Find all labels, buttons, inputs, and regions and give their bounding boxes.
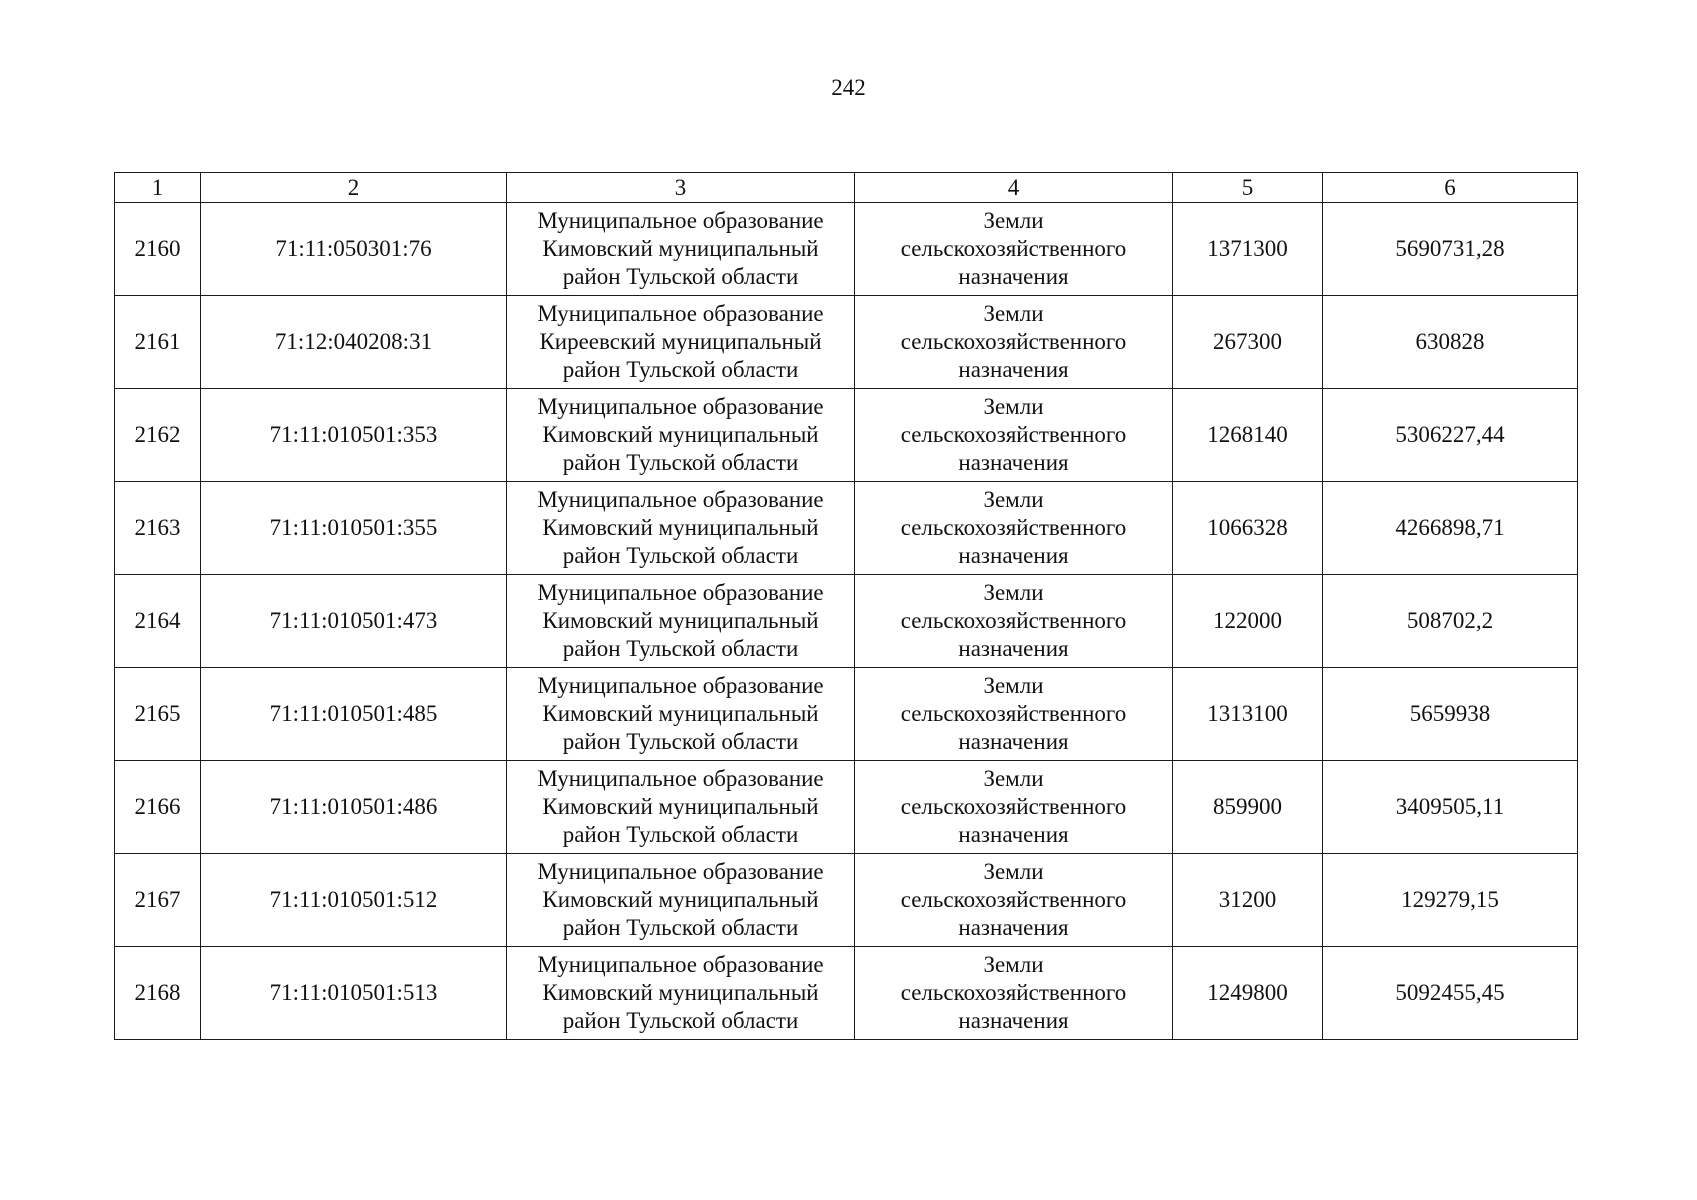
cadastral-value-cell: 3409505,11	[1323, 761, 1578, 854]
table-row	[115, 575, 1578, 668]
land-category-cell-line: Земли	[983, 487, 1044, 512]
owner-cell	[507, 854, 855, 947]
land-category-cell	[855, 761, 1173, 854]
owner-cell	[507, 296, 855, 389]
column-header: 3	[507, 173, 855, 203]
land-category-cell-line: Земли	[983, 673, 1044, 698]
cadastral-value-cell: 5306227,44	[1323, 389, 1578, 482]
row-number-cell: 2164	[115, 575, 201, 668]
land-category-cell-line: Земли	[983, 301, 1044, 326]
owner-cell-line: Кимовский муниципальный	[542, 887, 819, 912]
column-header: 5	[1173, 173, 1323, 203]
owner-cell	[507, 575, 855, 668]
land-category-cell	[855, 854, 1173, 947]
owner-cell-line: район Тульской области	[562, 822, 799, 847]
area-cell: 1249800	[1173, 947, 1323, 1040]
row-number-cell: 2168	[115, 947, 201, 1040]
owner-cell-line: Муниципальное образование	[537, 394, 824, 419]
land-category-cell-line: сельскохозяйственного	[900, 422, 1127, 447]
column-header: 4	[855, 173, 1173, 203]
table-row	[115, 947, 1578, 1040]
owner-cell-line: Муниципальное образование	[537, 952, 824, 977]
cadastral-number-cell: 71:11:010501:513	[201, 947, 507, 1040]
row-number-cell: 2162	[115, 389, 201, 482]
owner-cell-line: Киреевский муниципальный	[539, 329, 822, 354]
table-row	[115, 203, 1578, 296]
row-number-cell: 2166	[115, 761, 201, 854]
land-category-cell-line: сельскохозяйственного	[900, 329, 1127, 354]
owner-cell	[507, 761, 855, 854]
land-category-cell-line: Земли	[983, 952, 1044, 977]
area-cell: 1066328	[1173, 482, 1323, 575]
owner-cell-line: Кимовский муниципальный	[542, 794, 819, 819]
row-number-cell: 2165	[115, 668, 201, 761]
land-category-cell	[855, 482, 1173, 575]
land-category-cell-line: Земли	[983, 766, 1044, 791]
area-cell: 1313100	[1173, 668, 1323, 761]
cadastral-number-cell: 71:11:010501:512	[201, 854, 507, 947]
land-category-cell-line: сельскохозяйственного	[900, 794, 1127, 819]
cadastral-value-cell: 5092455,45	[1323, 947, 1578, 1040]
area-cell: 859900	[1173, 761, 1323, 854]
column-header: 6	[1323, 173, 1578, 203]
cadastral-number-cell: 71:11:010501:485	[201, 668, 507, 761]
cadastral-number-cell: 71:11:010501:355	[201, 482, 507, 575]
owner-cell-line: район Тульской области	[562, 636, 799, 661]
land-plots-table	[114, 172, 1578, 1040]
cadastral-value-cell: 508702,2	[1323, 575, 1578, 668]
land-category-cell-line: сельскохозяйственного	[900, 887, 1127, 912]
cadastral-number-cell: 71:11:010501:486	[201, 761, 507, 854]
cadastral-value-cell: 630828	[1323, 296, 1578, 389]
cadastral-value-cell: 5659938	[1323, 668, 1578, 761]
cadastral-number-cell: 71:12:040208:31	[201, 296, 507, 389]
land-category-cell-line: назначения	[958, 264, 1069, 289]
row-number-cell: 2167	[115, 854, 201, 947]
land-category-cell	[855, 296, 1173, 389]
table-row	[115, 296, 1578, 389]
table-row	[115, 854, 1578, 947]
land-category-cell	[855, 947, 1173, 1040]
land-category-cell-line: сельскохозяйственного	[900, 608, 1127, 633]
area-cell: 1371300	[1173, 203, 1323, 296]
land-category-cell-line: Земли	[983, 394, 1044, 419]
land-category-cell-line: назначения	[958, 729, 1069, 754]
land-category-cell-line: назначения	[958, 915, 1069, 940]
cadastral-number-cell: 71:11:010501:473	[201, 575, 507, 668]
owner-cell-line: район Тульской области	[562, 915, 799, 940]
table-header-row	[115, 173, 1578, 203]
land-category-cell-line: сельскохозяйственного	[900, 236, 1127, 261]
table-row	[115, 761, 1578, 854]
column-header: 2	[201, 173, 507, 203]
table-row	[115, 389, 1578, 482]
owner-cell-line: Кимовский муниципальный	[542, 608, 819, 633]
owner-cell-line: район Тульской области	[562, 729, 799, 754]
land-category-cell-line: назначения	[958, 450, 1069, 475]
owner-cell-line: Муниципальное образование	[537, 766, 824, 791]
column-header: 1	[115, 173, 201, 203]
owner-cell-line: Муниципальное образование	[537, 208, 824, 233]
owner-cell-line: Кимовский муниципальный	[542, 236, 819, 261]
owner-cell-line: район Тульской области	[562, 264, 799, 289]
owner-cell	[507, 947, 855, 1040]
land-category-cell-line: назначения	[958, 357, 1069, 382]
cadastral-value-cell: 4266898,71	[1323, 482, 1578, 575]
owner-cell-line: Кимовский муниципальный	[542, 515, 819, 540]
owner-cell-line: Муниципальное образование	[537, 673, 824, 698]
land-category-cell-line: назначения	[958, 822, 1069, 847]
owner-cell	[507, 389, 855, 482]
owner-cell-line: Муниципальное образование	[537, 580, 824, 605]
owner-cell	[507, 482, 855, 575]
land-category-cell	[855, 389, 1173, 482]
owner-cell-line: район Тульской области	[562, 1008, 799, 1033]
land-category-cell-line: Земли	[983, 859, 1044, 884]
cadastral-value-cell: 5690731,28	[1323, 203, 1578, 296]
page-number: 242	[831, 75, 866, 100]
owner-cell	[507, 668, 855, 761]
land-category-cell-line: назначения	[958, 543, 1069, 568]
owner-cell-line: Кимовский муниципальный	[542, 422, 819, 447]
owner-cell-line: Муниципальное образование	[537, 301, 824, 326]
owner-cell-line: Кимовский муниципальный	[542, 980, 819, 1005]
land-category-cell-line: сельскохозяйственного	[900, 701, 1127, 726]
area-cell: 122000	[1173, 575, 1323, 668]
cadastral-number-cell: 71:11:010501:353	[201, 389, 507, 482]
land-category-cell-line: назначения	[958, 1008, 1069, 1033]
owner-cell-line: Муниципальное образование	[537, 859, 824, 884]
area-cell: 267300	[1173, 296, 1323, 389]
land-category-cell	[855, 203, 1173, 296]
owner-cell-line: район Тульской области	[562, 357, 799, 382]
row-number-cell: 2160	[115, 203, 201, 296]
row-number-cell: 2161	[115, 296, 201, 389]
table-row	[115, 668, 1578, 761]
cadastral-number-cell: 71:11:050301:76	[201, 203, 507, 296]
land-category-cell-line: сельскохозяйственного	[900, 515, 1127, 540]
row-number-cell: 2163	[115, 482, 201, 575]
area-cell: 31200	[1173, 854, 1323, 947]
land-category-cell-line: Земли	[983, 580, 1044, 605]
land-category-cell	[855, 575, 1173, 668]
owner-cell-line: Муниципальное образование	[537, 487, 824, 512]
owner-cell-line: Кимовский муниципальный	[542, 701, 819, 726]
table-row	[115, 482, 1578, 575]
owner-cell-line: район Тульской области	[562, 543, 799, 568]
area-cell: 1268140	[1173, 389, 1323, 482]
land-category-cell-line: сельскохозяйственного	[900, 980, 1127, 1005]
owner-cell	[507, 203, 855, 296]
land-category-cell-line: назначения	[958, 636, 1069, 661]
land-category-cell-line: Земли	[983, 208, 1044, 233]
cadastral-value-cell: 129279,15	[1323, 854, 1578, 947]
owner-cell-line: район Тульской области	[562, 450, 799, 475]
land-category-cell	[855, 668, 1173, 761]
